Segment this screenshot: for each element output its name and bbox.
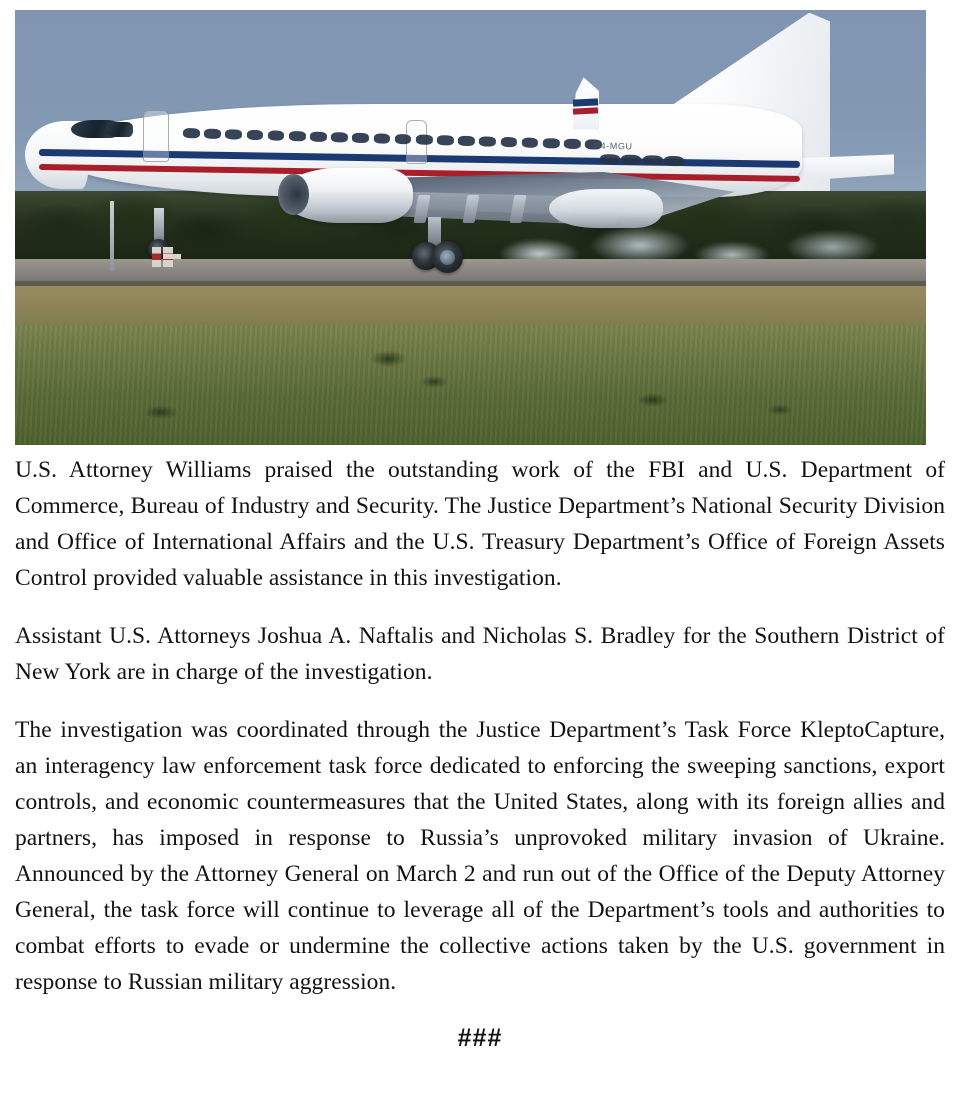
airplane (15, 10, 926, 445)
engine-nacelle-right (549, 189, 663, 228)
paragraph-2: Assistant U.S. Attorneys Joshua A. Naftalis and Nicholas S. Bradley for the Southern District of New York are in charge of the investigation. (15, 623, 945, 685)
nose-landing-gear-strut (154, 208, 164, 243)
runway-sign (163, 254, 181, 259)
light-pole (110, 201, 115, 271)
forward-cabin-door (143, 110, 169, 162)
paragraph-3: The investigation was coordinated through the Justice Department’s Task Force KleptoCapture, an interagency law enforcement task force dedicated to enforcing the sweeping sanctions, export controls, and economic countermeasures that the United States, along with its foreign allies and partners, has imposed in response to Russia’s unprovoked military invasion of Ukraine. Announced by the Attorney General on March 2 and run out of the Office of the Deputy Attorney General, the task force will continue to leverage all of the Department’s tools and authorities to combat efforts to evade or undermine the collective actions taken by the U.S. government in response to Russian military aggression. (15, 717, 945, 995)
photo-canvas (15, 10, 926, 445)
article-photo (15, 10, 926, 445)
paragraph-1: U.S. Attorney Williams praised the outstanding work of the FBI and U.S. Department of Commerce, Bureau of Industry and Security. The Justice Department’s National Security Division and Office of International Affairs and the U.S. Treasury Department’s Office of Foreign Assets Control provided valuable assistance in this investigation. (15, 457, 945, 591)
winglet-red-stripe (573, 107, 598, 114)
article-body (15, 452, 945, 1053)
aircraft-registration-text: P4-MGU (594, 140, 634, 151)
winglet-blue-stripe (573, 98, 598, 106)
engine-intake (278, 174, 309, 215)
end-of-release-marker: ### (457, 1024, 503, 1052)
runway-marker (152, 247, 161, 267)
cockpit-side-window (105, 122, 132, 137)
main-wheel (432, 241, 463, 272)
